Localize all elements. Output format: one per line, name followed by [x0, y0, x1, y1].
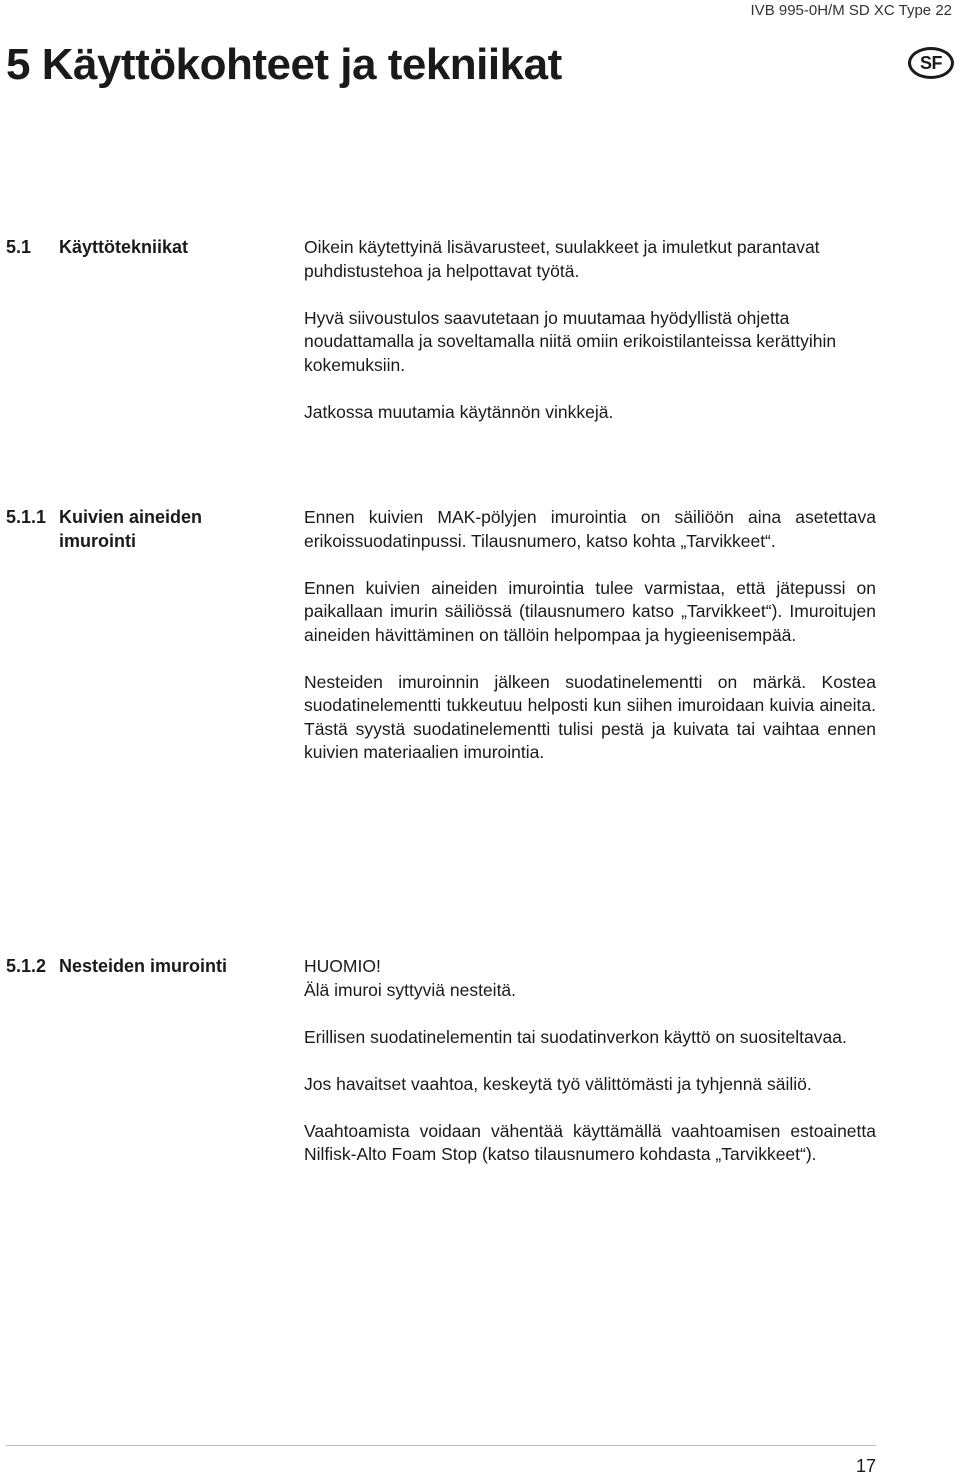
document-id: IVB 995-0H/M SD XC Type 22: [750, 2, 952, 19]
paragraph: Hyvä siivoustulos saavutetaan jo muutamaa hyödyllistä ohjetta noudattamalla ja soveltamalla niitä omiin erikoistilanteissa kerättyihin kokemuksiin.: [304, 307, 837, 375]
section-title: Nesteiden imurointi: [59, 956, 228, 976]
section-title: Käyttötekniikat: [59, 237, 189, 257]
notice-text: Älä imuroi syttyviä nesteitä.: [304, 979, 517, 1000]
language-badge: SF: [908, 47, 954, 79]
section-title: Kuivien aineiden imurointi: [59, 507, 203, 551]
paragraph: Vaahtoamista voidaan vähentää käyttämällä vaahtoamisen estoainetta Nilfisk-Alto Foam Stop (katso tilausnumero kohdasta „Tarvikkeet“).: [304, 1120, 876, 1164]
section-number: 5.1.1: [6, 507, 47, 527]
notice-label: HUOMIO!: [304, 956, 381, 976]
chapter-title: 5 Käyttökohteet ja tekniikat: [6, 40, 562, 89]
paragraph: Ennen kuivien aineiden imurointia tulee varmistaa, että jätepussi on paikallaan imurin säiliössä (tilausnumero katso „Tarvikkeet“). Imuroitujen aineiden hävittäminen on tällöin helpompaa ja hygieenisempää.: [304, 577, 876, 645]
section-number: 5.1: [6, 237, 32, 257]
paragraph: Nesteiden imuroinnin jälkeen suodatinelementti on märkä. Kostea suodatinelementti tukkeutuu helposti kun siihen imuroidaan kuivia aineita. Tästä syystä suodatinelementti tulisi pestä ja kuivata tai vaihtaa ennen kuivien materiaalien imurointia.: [304, 671, 876, 762]
notice: [304, 955, 876, 1002]
paragraph: Jos havaitset vaahtoa, keskeytä työ välittömästi ja tyhjennä säiliö.: [304, 1073, 812, 1094]
paragraph: Oikein käytettyinä lisävarusteet, suulakkeet ja imuletkut parantavat puhdistustehoa ja helpottavat työtä.: [304, 237, 820, 281]
section-number: 5.1.2: [6, 956, 47, 976]
footer-rule: [6, 1445, 876, 1446]
page-number: 17: [855, 1456, 876, 1476]
paragraph: Jatkossa muutamia käytännön vinkkejä.: [304, 401, 614, 422]
paragraph: Erillisen suodatinelementin tai suodatinverkon käyttö on suositeltavaa.: [304, 1026, 847, 1047]
paragraph: Ennen kuivien MAK-pölyjen imurointia on säiliöön aina asetettava erikoissuodatinpussi. Tilausnumero, katso kohta „Tarvikkeet“.: [304, 507, 876, 551]
section-body: [304, 506, 876, 765]
section-body: [304, 236, 876, 424]
section-body: [304, 955, 876, 1167]
